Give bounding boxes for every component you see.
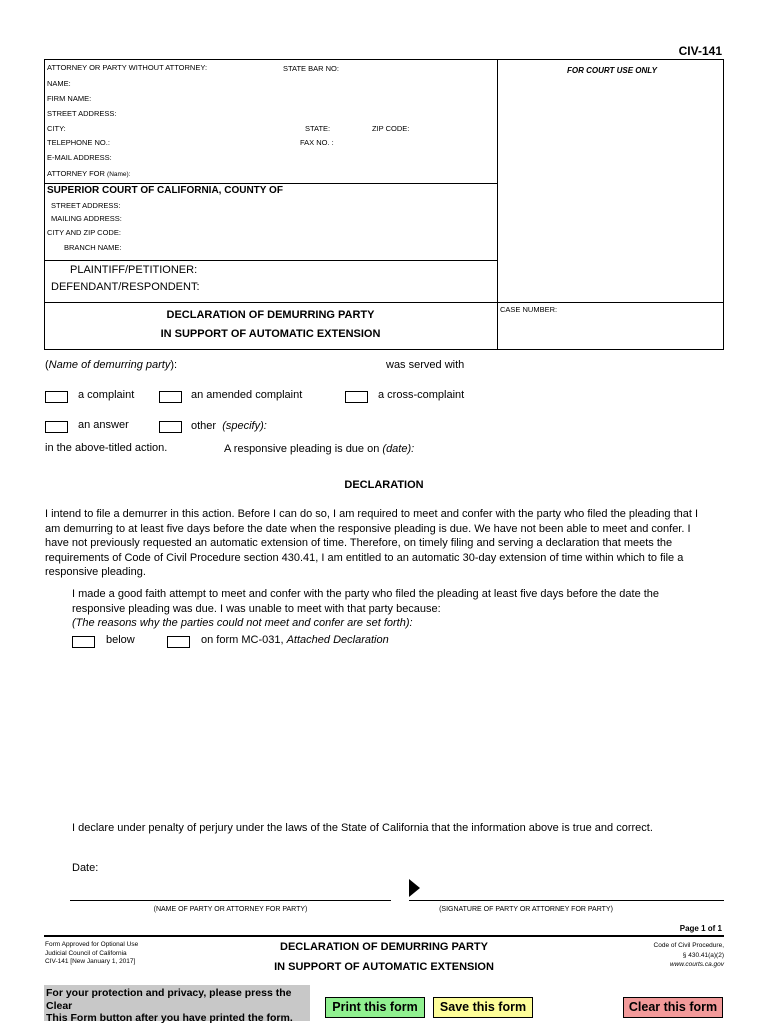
other-label — [191, 420, 267, 432]
good-faith-paragraph — [72, 587, 724, 631]
approval-block — [45, 941, 138, 967]
attorney-for-text: ATTORNEY FOR — [47, 169, 105, 178]
privacy-line: For your protection and privacy, please press the Clear — [46, 987, 292, 1012]
on-form-text: on form MC-031, — [201, 634, 284, 646]
demurring-party-text: Name of demurring party — [48, 359, 171, 371]
complaint-label: a complaint — [78, 389, 135, 401]
para1-line: responsive pleading. — [45, 566, 146, 578]
below-label: below — [106, 634, 135, 646]
zip-label: ZIP CODE: — [372, 124, 410, 133]
caption-frame — [44, 59, 724, 350]
attorney-label: ATTORNEY OR PARTY WITHOUT ATTORNEY: — [47, 63, 208, 72]
attorney-for-label — [47, 169, 131, 178]
amended-complaint-checkbox[interactable] — [159, 391, 182, 403]
city-zip-label: CITY AND ZIP CODE: — [47, 228, 121, 237]
privacy-notice — [44, 985, 310, 1024]
plaintiff-label: PLAINTIFF/PETITIONER: — [70, 264, 198, 276]
form-id: CIV-141 — [678, 44, 722, 58]
other-checkbox[interactable] — [159, 421, 182, 433]
answer-label: an answer — [78, 419, 129, 431]
cross-complaint-label: a cross-complaint — [378, 389, 465, 401]
amended-complaint-label: an amended complaint — [191, 389, 303, 401]
perjury-statement: I declare under penalty of perjury under the laws of the State of California that the information above is true and correct. — [72, 822, 653, 834]
mailing-label: MAILING ADDRESS: — [51, 214, 122, 223]
telephone-label: TELEPHONE NO.: — [47, 138, 110, 147]
para1-line: I intend to file a demurrer in this action. Before I can do so, I am required to meet and confer with the party who filed the pleading that I — [45, 508, 699, 520]
code-block — [654, 941, 724, 970]
reasons-line: (The reasons why the parties could not meet and confer are set forth): — [72, 617, 413, 629]
date-label: Date: — [72, 862, 99, 874]
below-checkbox[interactable] — [72, 636, 95, 648]
other-text: other — [191, 420, 217, 432]
code-line: § 430.41(a)(2) — [682, 951, 724, 959]
form-title-line2: IN SUPPORT OF AUTOMATIC EXTENSION — [160, 328, 381, 340]
above-titled-label: in the above-titled action. — [45, 442, 168, 454]
demurring-party-label: (Name of demurring party): — [45, 359, 178, 371]
signature-line[interactable] — [409, 900, 724, 901]
court-parties-divider — [44, 260, 497, 261]
title-divider — [44, 302, 724, 303]
declaration-paragraph — [45, 507, 725, 580]
name-signature-line[interactable] — [70, 900, 391, 901]
responsive-due-label — [224, 443, 414, 455]
privacy-line: This Form button after you have printed the form. — [46, 1012, 293, 1024]
name-label: NAME: — [47, 79, 71, 88]
case-number-label: CASE NUMBER: — [500, 305, 558, 314]
responsive-due-date: (date): — [382, 443, 415, 455]
complaint-checkbox[interactable] — [45, 391, 68, 403]
signature-caption: (SIGNATURE OF PARTY OR ATTORNEY FOR PARTY) — [439, 906, 613, 913]
courts-link[interactable]: www.courts.ca.gov — [669, 961, 724, 968]
on-form-checkbox[interactable] — [167, 636, 190, 648]
cross-complaint-checkbox[interactable] — [345, 391, 368, 403]
declaration-heading: DECLARATION — [344, 479, 424, 491]
state-bar-label: STATE BAR NO: — [283, 64, 339, 73]
court-street-label: STREET ADDRESS: — [51, 201, 121, 210]
approval-line: Judicial Council of California — [45, 949, 127, 957]
approval-line: Form Approved for Optional Use — [45, 941, 139, 948]
attached-declaration: Attached Declaration — [286, 634, 389, 646]
code-line: Code of Civil Procedure, — [653, 942, 724, 949]
court-title: SUPERIOR COURT OF CALIFORNIA, COUNTY OF — [47, 185, 283, 196]
firm-label: FIRM NAME: — [47, 94, 92, 103]
fax-label: FAX NO. : — [300, 138, 334, 147]
save-button[interactable]: Save this form — [433, 997, 533, 1018]
para2-line: I made a good faith attempt to meet and confer with the party who filed the pleading at least five days before the date the — [72, 588, 660, 600]
form-title-line1: DECLARATION OF DEMURRING PARTY — [166, 309, 375, 321]
answer-checkbox[interactable] — [45, 421, 68, 433]
footer-rule — [44, 935, 724, 937]
footer-title-line1: DECLARATION OF DEMURRING PARTY — [280, 941, 488, 953]
clear-button[interactable]: Clear this form — [623, 997, 723, 1018]
para1-line: am demurring to at least five days before the date when the responsive pleading is due. We have not been able to meet and confer. I — [45, 522, 691, 535]
signature-arrow-icon — [409, 879, 420, 897]
page-number: Page 1 of 1 — [679, 924, 722, 933]
defendant-label: DEFENDANT/RESPONDENT: — [51, 281, 200, 293]
on-form-label — [201, 634, 389, 646]
email-label: E-MAIL ADDRESS: — [47, 153, 112, 162]
street-label: STREET ADDRESS: — [47, 109, 117, 118]
name-caption: (NAME OF PARTY OR ATTORNEY FOR PARTY) — [153, 906, 308, 913]
para2-line: responsive pleading was due. I was unable to meet with that party because: — [72, 602, 441, 615]
city-label: CITY: — [47, 124, 66, 133]
other-specify: (specify): — [222, 420, 267, 432]
attorney-court-divider — [44, 183, 497, 184]
court-use-divider — [497, 59, 498, 350]
print-button[interactable]: Print this form — [325, 997, 425, 1018]
para1-line: requirements of Code of Civil Procedure section 430.41, I am entitled to an automatic 30-day extension of time within which to file a — [45, 551, 684, 564]
responsive-due-text: A responsive pleading is due on — [224, 443, 380, 455]
court-use-label: FOR COURT USE ONLY — [567, 66, 657, 75]
state-label: STATE: — [305, 124, 331, 133]
footer-title-line2: IN SUPPORT OF AUTOMATIC EXTENSION — [274, 961, 494, 973]
approval-line: CIV-141 [New January 1, 2017] — [45, 958, 136, 965]
para1-line: have not previously requested an automatic extension of time. Therefore, on timely filing and serving a declaration that meets the — [45, 537, 673, 549]
attorney-for-name: (Name): — [107, 171, 131, 178]
was-served-label: was served with — [386, 359, 465, 371]
branch-label: BRANCH NAME: — [64, 243, 122, 252]
